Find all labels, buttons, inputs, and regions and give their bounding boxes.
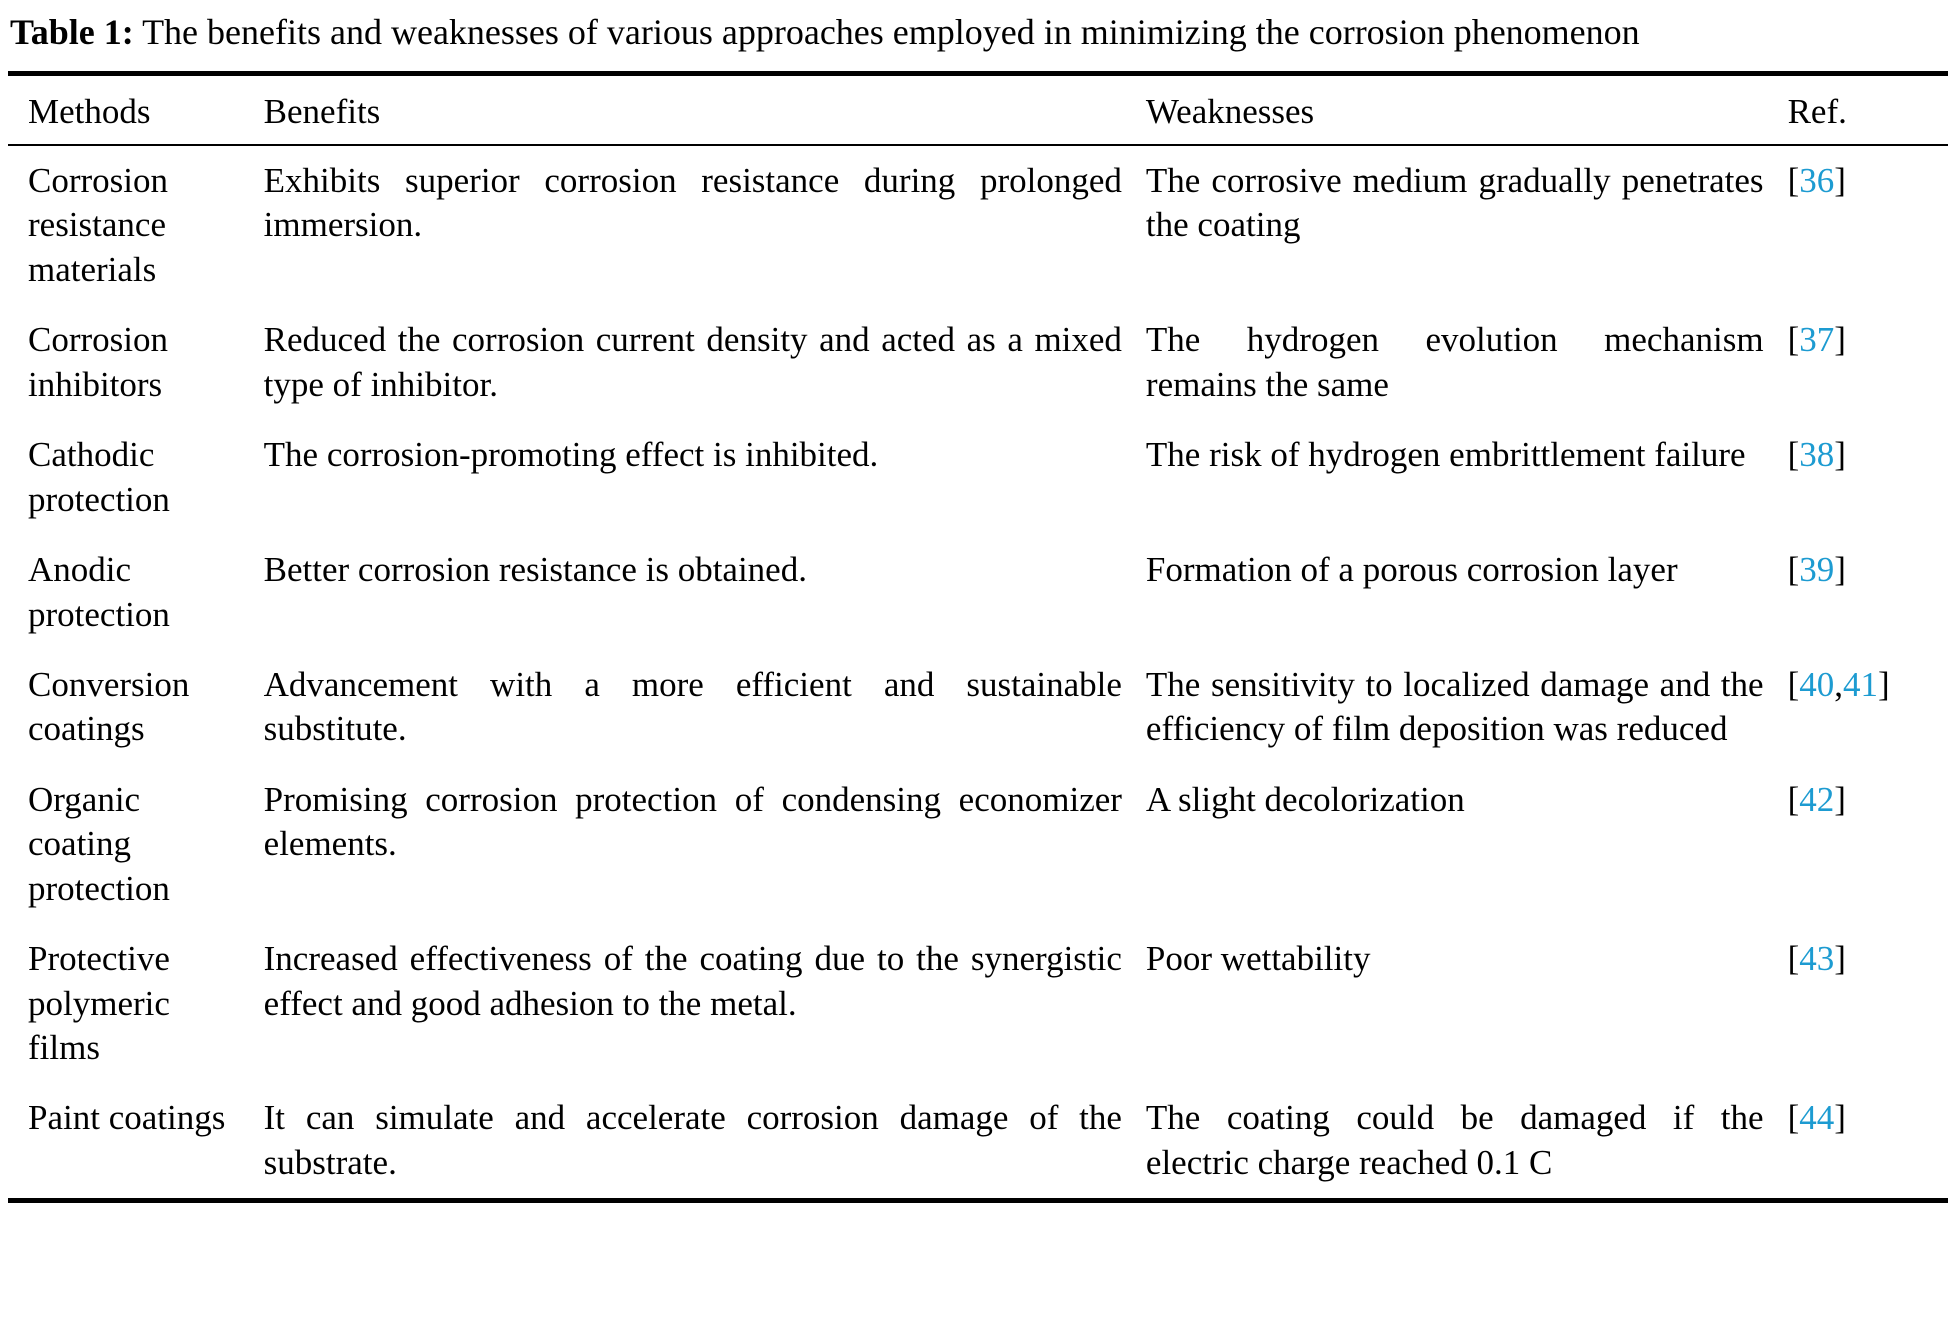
citation-link[interactable]: 44 <box>1799 1098 1835 1138</box>
table-header-row <box>8 74 1948 146</box>
ref-cell: [36] <box>1787 161 1846 200</box>
table-caption <box>8 6 1948 71</box>
table-row <box>8 924 1948 1083</box>
citation-link[interactable]: 39 <box>1799 550 1835 590</box>
table-caption-text: The benefits and weaknesses of various approaches employed in minimizing the corrosion phenomenon <box>142 12 1640 52</box>
method-cell: Corrosion resistance materials <box>28 161 168 289</box>
ref-cell: [37] <box>1787 320 1846 360</box>
citation-link[interactable]: 43 <box>1799 939 1835 979</box>
method-cell: Conversion coatings <box>28 664 190 749</box>
column-header-benefits: Benefits <box>264 74 1146 146</box>
column-header-methods: Methods <box>8 74 264 146</box>
table-row <box>8 420 1948 535</box>
table-row <box>8 765 1948 924</box>
weakness-cell: The coating could be damaged if the electric charge reached 0.1 C <box>1145 1098 1764 1182</box>
approaches-table <box>8 71 1948 1203</box>
method-cell: Anodic protection <box>28 550 170 634</box>
benefit-cell: Exhibits superior corrosion resistance during prolonged immersion. <box>263 161 1122 245</box>
benefit-cell: Advancement with a more efficient and sustainable substitute. <box>263 664 1122 749</box>
column-header-weaknesses: Weaknesses <box>1146 74 1788 146</box>
table-caption-label: Table 1: <box>10 12 134 52</box>
citation-link[interactable]: 42 <box>1799 779 1835 819</box>
method-cell: Corrosion inhibitors <box>28 320 168 404</box>
benefit-cell: Increased effectiveness of the coating due to the synergistic effect and good adhesion to the metal. <box>263 939 1122 1023</box>
benefit-cell: Better corrosion resistance is obtained. <box>263 550 807 590</box>
table-row <box>8 305 1948 420</box>
ref-cell: [40,41] <box>1787 664 1890 704</box>
method-cell: Paint coatings <box>28 1098 226 1138</box>
table-body <box>8 145 1948 1201</box>
method-cell: Cathodic protection <box>28 435 170 519</box>
weakness-cell: A slight decolorization <box>1145 779 1465 819</box>
citation-link[interactable]: 36 <box>1799 161 1835 200</box>
benefit-cell: Reduced the corrosion current density and acted as a mixed type of inhibitor. <box>263 320 1122 404</box>
table-row <box>8 1083 1948 1200</box>
method-cell: Protective polymeric films <box>28 939 170 1067</box>
ref-cell: [44] <box>1787 1098 1846 1138</box>
weakness-cell: The risk of hydrogen embrittlement failure <box>1145 435 1746 475</box>
weakness-cell: The hydrogen evolution mechanism remains the same <box>1145 320 1764 404</box>
citation-link[interactable]: 41 <box>1842 664 1878 704</box>
citation-link[interactable]: 40 <box>1799 664 1835 704</box>
ref-cell: [43] <box>1787 939 1846 979</box>
weakness-cell: Poor wettability <box>1145 939 1371 979</box>
table-row <box>8 535 1948 650</box>
weakness-cell: The corrosive medium gradually penetrates the coating <box>1145 161 1764 245</box>
ref-cell: [38] <box>1787 435 1846 475</box>
citation-link[interactable]: 37 <box>1799 320 1835 360</box>
table-row <box>8 650 1948 765</box>
ref-cell: [39] <box>1787 550 1846 590</box>
weakness-cell: Formation of a porous corrosion layer <box>1145 550 1678 590</box>
weakness-cell: The sensitivity to localized damage and the efficiency of film deposition was reduced <box>1145 664 1764 749</box>
benefit-cell: It can simulate and accelerate corrosion damage of the substrate. <box>263 1098 1122 1182</box>
benefit-cell: The corrosion-promoting effect is inhibited. <box>263 435 879 475</box>
method-cell: Organic coating protection <box>28 779 170 908</box>
citation-link[interactable]: 38 <box>1799 435 1835 475</box>
benefit-cell: Promising corrosion protection of condensing economizer elements. <box>263 779 1122 864</box>
ref-cell: [42] <box>1787 779 1846 819</box>
column-header-ref: Ref. <box>1788 74 1948 146</box>
table-row <box>8 145 1948 305</box>
